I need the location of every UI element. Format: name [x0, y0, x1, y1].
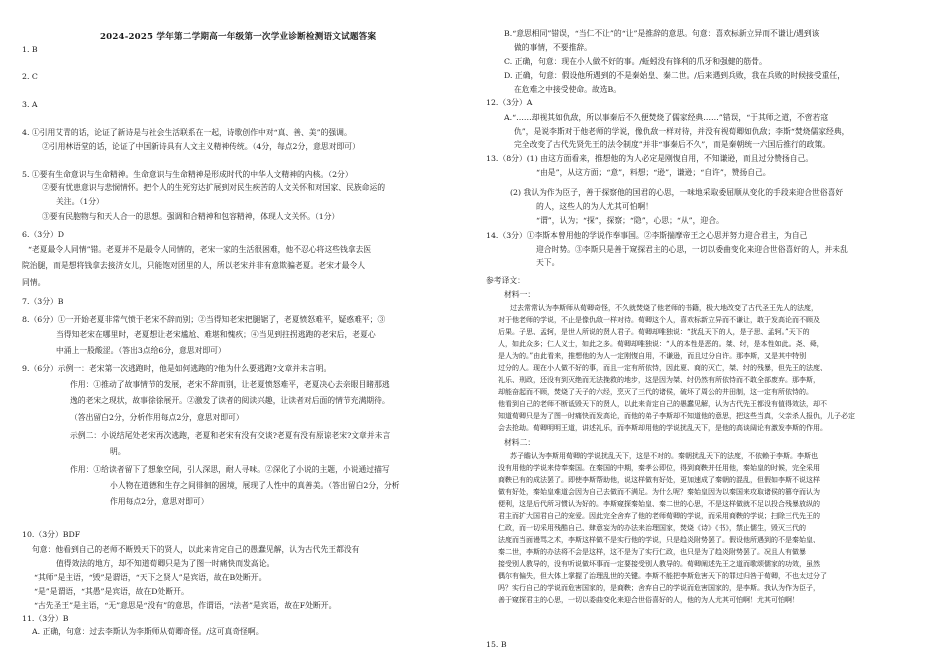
answer-line: ②引用林语堂的话，论证了中国新诗具有人文主义精神传统。（4分，每点2分，意思对即可） — [42, 142, 360, 151]
translation-line: 善于窥探君主的心思，一切以委曲变化来迎合世俗喜好的人，他的为人尤其可怕啊！尤其可怕啊！ — [498, 596, 799, 604]
answer-line: 示例二：小说结尾处老宋再次逃跑，老夏和老宋有没有交谈?老夏有没有原谅老宋?文章并未言 — [70, 431, 391, 440]
answer-line: （答出留白2分，分析作用每点2分，意思对即可） — [70, 413, 244, 422]
answer-line: 作用：①给读者留下了想象空间，引人深思，耐人寻味。②深化了小说的主题，小说通过描写 — [70, 465, 390, 474]
answer-line: 2. C — [22, 72, 38, 81]
answer-line: 12.（3分）A — [486, 98, 533, 107]
translation-line: 便利，这是后代所习惯认为好的。李斯窥探秦始皇、秦二世的心思，不是这样做就不足以投合残暴放纵的 — [498, 500, 820, 508]
answer-line: 11.（3分）B — [22, 614, 69, 623]
answer-line: 值得效法的地方，却不知道荀卿只是为了图一时痛快而发高论。 — [56, 559, 275, 568]
answer-line: “是”是谓语，“其愚”是宾语，故在D处断开。 — [34, 587, 189, 596]
answer-line: 院治腿，而是想将钱拿去接济女儿，只能饱对团里的人，所以老宋并非有意欺骗老夏。老宋才最令人 — [22, 261, 366, 270]
answer-line: 7.（3分）B — [22, 297, 64, 306]
translation-line: 对于他老师的学说，不止是像仇敌一样对待。荀卿这个人，喜欢标新立异而不谦让，敢于发高论而不顾及 — [498, 316, 820, 324]
answer-line: A.“……却视其如仇敌，所以事秦后不久便焚烧了儒家经典……”错误，“于其师之道，不啻若寇 — [504, 113, 829, 122]
answer-line: 1. B — [22, 45, 38, 54]
translation-line: 会去抢劫。荀卿明明王道，讲述礼乐，而李斯却用他的学说扰乱天下，是他的高谈阔论有激发李斯的作用。 — [498, 424, 827, 432]
answer-line: 小人物在道德和生存之间徘徊的困境，展现了人性中的真善美。（答出留白2分，分析 — [110, 481, 400, 490]
translation-line: 做有好处，秦始皇难道会因为自己去做而不满足。为什么呢？秦始皇因为以秦国来攻取诸侯的篡夺而认为 — [498, 488, 820, 496]
answer-line: 句意：他看到自己的老师不断毁天下的贤人，以此来肯定自己的愚蠢见解，认为古代先王都没有 — [32, 545, 360, 554]
answer-line: 8.（6分）①一开始老夏非常气愤于老宋不辞而别；②当得知老宋把腿锯了，老夏愤怒难平，疑惑难平；③ — [22, 315, 386, 324]
answer-line: 迎合时势。③李斯只是善于窥探君主的心思，一切以委曲变化来迎合世俗喜好的人，并未乱 — [536, 245, 848, 254]
answer-line: 同情。 — [22, 278, 46, 287]
answer-line: 关注。（1分） — [56, 197, 104, 206]
translation-line: 偶尔有偏失，但大体上掌握了治理乱世的关键。李斯不能把李斯危害天下的罪过归咎于荀卿，不也太过分了 — [498, 572, 827, 580]
answer-line: 完全改变了古代先贤先王的法令制度”并非“事秦后不久”，而是秦朝统一六国后推行的政策。 — [514, 140, 831, 149]
answer-line: 作用每点2分，意思对即可） — [110, 497, 209, 506]
answer-line: 在危难之中接受使命。故选B。 — [514, 85, 622, 94]
answer-line: 作用：①推动了故事情节的发展，老宋不辞而别，让老夏愤怒难平，老夏决心去亲眼目睹那逃 — [70, 380, 390, 389]
answer-line: ②要有忧患意识与悲悯情怀。把个人的生死穷达扩展到对民生疾苦的人文关怀和对国家、民族命运的 — [42, 183, 386, 192]
translation-line: 人，如此众多；仁人义士，如此之多。荀卿却唯独说：“人的本性是恶的。桀、纣，是本性如此。尧、舜， — [498, 340, 824, 348]
answer-line: 10.（3分）BDF — [22, 530, 81, 539]
translation-line: 君主而扩大国君自己的宠爱。因此完全舍弃了他的老师荀卿的学说，而采用商鞅的学说；扫除三代先王的 — [498, 512, 820, 520]
answer-line: 材料一： — [504, 290, 536, 299]
answer-line: 14.（3分）①李斯本曾用他的学说作奉事国。②李斯揣摩帝王之心思并努力迎合君主，为自己 — [486, 231, 808, 240]
answer-line: 4. ①引用艾青的话，论证了新诗是与社会生活联系在一起，诗歌创作中对“真、善、美”的强调。 — [22, 128, 352, 137]
answer-line: 3. A — [22, 100, 38, 109]
translation-line: 是人为的。”由此看来，推想他的为人一定刚愎自用，不谦逊，而且过分自许。那李斯，又是其中特别 — [498, 352, 807, 360]
translation-line: 法度而当面谩骂之术，李斯这样做不是实行他的学说，只是趋炎附势罢了。假设他所遇到的不是秦始皇、 — [498, 536, 820, 544]
translation-line: 却能奋起而不顾，焚烧了天子的六经，烹灭了三代的诸侯，破坏了周公的井田制，这一定有所依恃的。 — [498, 388, 813, 396]
answer-line: 天下。 — [536, 258, 560, 267]
answer-line: “其师”是主语，“毁”是谓语，“天下之贤人”是宾语，故在B处断开。 — [34, 573, 267, 582]
answer-line: 明。 — [110, 447, 126, 456]
answer-line: 逸的老宋之现状，故事徐徐展开。②激发了读者的阅读兴趣，让读者对后面的情节充满期待。 — [70, 396, 390, 405]
answer-line: “老夏最令人同情”错。老夏并不是最令人同情的，老宋一家的生活很困难，他不忍心将这些钱拿去医 — [28, 245, 372, 254]
translation-line: 没有用他的学说来侍奉秦国。在秦国的中期，秦孝公即位，得到商鞅并任用他，秦始皇的时候，完全采用 — [498, 464, 820, 472]
translation-line: 他看到自己的老师不断诋毁天下的贤人，以此来肯定自己的愚蠢见解，认为古代先王都没有值得效法，却不 — [498, 400, 827, 408]
answer-line: “谓”，认为；“探”，探察；“隐”，心思；“从”，迎合。 — [536, 216, 724, 225]
answer-line: 当得知老宋在哪里时，老夏想让老宋尴尬、难堪和愧疚；④当见到拄拐逃跑的老宋后，老夏心 — [56, 330, 376, 339]
translation-line: 接受别人教导的，没有听说做坏事而一定要接受别人教导的。荀卿阐述先王之道而歌颂儒家的功效，虽然 — [498, 560, 820, 568]
translation-line: 礼乐、刑政，还没有到灭绝而无法挽救的地步，这是因为桀、纣仍然有所依恃而不敢全部废弃。那李斯， — [498, 376, 820, 384]
answer-line: (2) 我认为作为臣子，善于探察他的国君的心思，一味地采取委屈顺从变化的手段来迎合世俗喜好 — [510, 188, 844, 197]
answer-line: “由是”，从这方面；“意”，料想；“逊”，谦逊；“自许”，赞扬自己。 — [536, 168, 771, 177]
translation-line: 仁政，而一切采用残酷自己、肆意妄为的办法来治理国家，焚烧《诗》《书》，禁止儒生，毁灭三代的 — [498, 524, 806, 532]
translation-line: 吗？实行自己的学说而危害国家的，是商鞅；舍弃自己的学说而危害国家的，是李斯。我认为作为臣子， — [498, 584, 820, 592]
answer-line: 的人，这些人的为人尤其可怕啊！ — [536, 202, 653, 211]
answer-line: 6.（3分）D — [22, 230, 65, 239]
translation-line: 苏子瞻认为李斯用荀卿的学说扰乱天下，这是不对的。秦朝扰乱天下的法度，不依赖于李斯。李斯也 — [510, 452, 818, 460]
answer-line: A. 正确，句意：过去李斯认为李斯师从荀卿奇怪。/这可真奇怪啊。 — [32, 627, 264, 636]
answer-line: 参考译文： — [486, 276, 525, 285]
answer-line: 13.（8分）(1) 由这方面看来，推想他的为人必定是刚愎自用，不知谦逊，而且过分赞扬自己。 — [486, 154, 814, 163]
answer-line: 中涌上一股酸涩。（答出3点给6分，意思对即可） — [56, 346, 226, 355]
answer-line: 做的事情，不要推辞。 — [514, 43, 592, 52]
translation-line: 商鞅已有的成法罢了。即使李斯帮助他，说这样做有好处，更加速成了秦朝的混乱，但假如李斯不说这样 — [498, 476, 820, 484]
answer-line: 材料二： — [504, 438, 536, 447]
answer-line: C. 正确，句意：现在小人做不好的事。/蚯蚓没有锋利的爪牙和强健的筋骨。 — [504, 57, 767, 66]
document-title: 2024-2025 学年第二学期高一年级第一次学业诊断检测语文试题答案 — [100, 32, 377, 42]
answer-line: B.“意思相同”错误，“当仁不让”的“让”是推辞的意思。句意：喜欢标新立异而不谦让/遇到该 — [504, 29, 820, 38]
translation-line: 知道荀卿只是为了图一时痛快而发高论，而他的弟子李斯却不知道他的意思，把这些当真，父亲杀人报仇，儿子必定 — [498, 412, 855, 420]
answer-line: D. 正确，句意：假设他所遇到的不是秦始皇、秦二世。/后来遇到兵败，我在兵败的时候接受重任， — [504, 71, 846, 80]
answer-line: “古先圣王”是主语，“无”意思是“没有”的意思，作谓语，“法者”是宾语，故在F处断开。 — [34, 601, 337, 610]
translation-line: 过分的人。现在小人做不好的事，而且一定有所依恃，因此夏、商的灭亡，桀、纣的残暴，但先王的法度、 — [498, 364, 827, 372]
answer-line: 15. B — [486, 640, 507, 649]
translation-line: 过去常常认为李斯师从荀卿奇怪，不久就焚烧了他老师的书籍，极大地改变了古代圣王先人的法度， — [510, 304, 818, 312]
answer-line: 9.（6分）示例一：老宋第一次逃跑时，他是如何逃跑的?他为什么要逃跑?文章并未言明。 — [22, 364, 332, 373]
answer-line: 仇”，是说李斯对于他老师的学说，像仇敌一样对待，并没有视荀卿如仇敌；李斯“焚烧儒家经典， — [514, 127, 850, 136]
answer-line: 5. ①要有生命意识与生命精神。生命意识与生命精神是形成时代的中华人文精神的内核。（2分） — [22, 170, 353, 179]
translation-line: 秦二世，李斯的办法将不会是这样，这不是为了实行仁政，也只是为了趋炎附势罢了。况且人有做暴 — [498, 548, 806, 556]
answer-line: ③要有民胞物与和天人合一的思想。强调和合精神和包容精神，体现人文关怀。（1分） — [42, 212, 340, 221]
translation-line: 后果。子思、孟轲，是世人所说的贤人君子。荀卿却唯独说：“扰乱天下的人，是子思、孟轲。”天下的 — [498, 328, 810, 336]
